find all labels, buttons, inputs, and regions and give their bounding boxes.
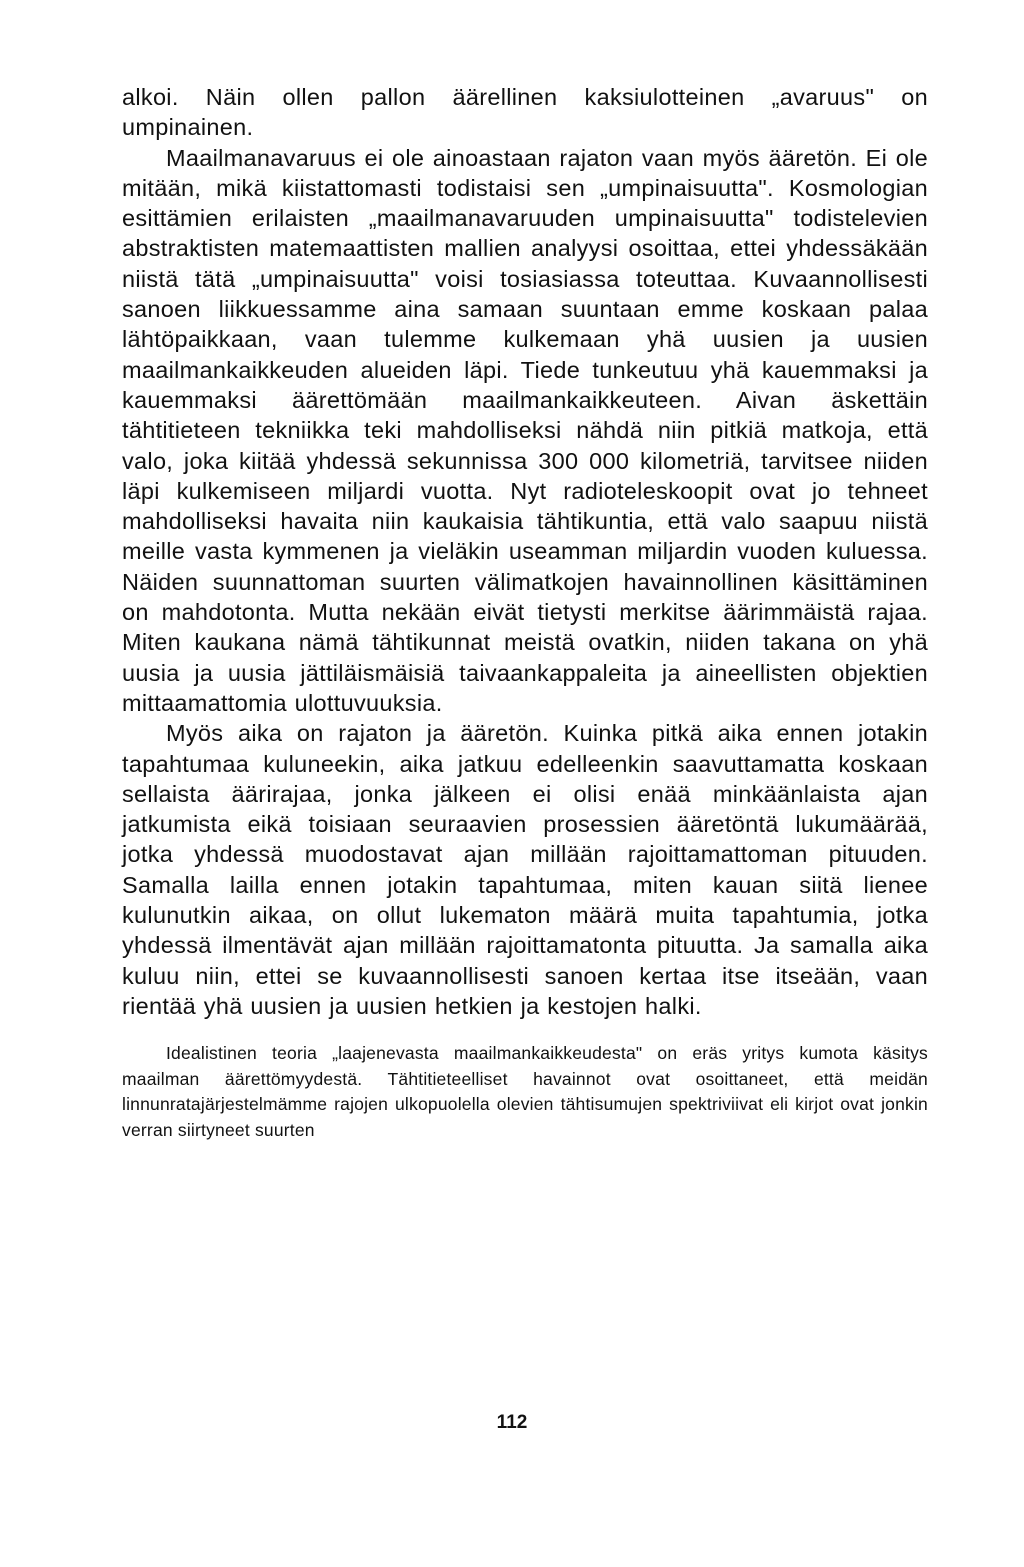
main-text [122, 82, 928, 1021]
book-page [122, 82, 928, 1143]
paragraph: alkoi. Näin ollen pallon äärellinen kaksiulotteinen „avaruus" on umpinainen. [122, 84, 928, 141]
paragraph: Maailmanavaruus ei ole ainoastaan rajaton vaan myös ääretön. Ei ole mitään, mikä kiistattomasti todistaisi sen „umpinaisuutta". Kosmologian esittämien erilaisten „maailmanavaruuden umpinaisuutta" todistelevien abstraktisten matemaattisten mallien analyysi osoittaa, ettei yhdessäkään niistä tätä „umpinaisuutta" voisi tosiasiassa toteuttaa. Kuvaannollisesti sanoen liikkuessamme aina samaan suuntaan emme koskaan palaa lähtöpaikkaan, vaan tulemme kulkemaan yhä uusien ja uusien maailmankaikkeuden alueiden läpi. Tiede tunkeutuu yhä kauemmaksi ja kauemmaksi äärettömään maailmankaikkeuteen. Aivan äskettäin tähtitieteen tekniikka teki mahdolliseksi nähdä niin pitkiä matkoja, että valo, joka kiitää yhdessä sekunnissa 300 000 kilometriä, tarvitsee niiden läpi kulkemiseen miljardi vuotta. Nyt radioteleskoopit ovat jo tehneet mahdolliseksi havaita niin kaukaisia tähtikuntia, että valo saapuu niistä meille vasta kymmenen ja vieläkin useamman miljardin vuoden kuluessa. Näiden suunnattoman suurten välimatkojen havainnollinen käsittäminen on mahdotonta. Mutta nekään eivät tietysti merkitse äärimmäistä rajaa. Miten kaukana nämä tähtikunnat meistä ovatkin, niiden takana on yhä uusia ja uusia jättiläismäisiä taivaankappaleita ja aineellisten objektien mittaamattomia ulottuvuuksia. [122, 144, 928, 716]
footnote [122, 1041, 928, 1143]
footnote-text: Idealistinen teoria „laajenevasta maailmankaikkeudesta" on eräs yritys kumota käsitys maailman äärettömyydestä. Tähtitieteelliset havainnot ovat osoittaneet, että meidän linnunratajärjestelmämme rajojen ulkopuolella olevien tähtisumujen spektriviivat eli kirjot ovat jonkin verran siirtyneet suurten [122, 1043, 928, 1140]
paragraph: Myös aika on rajaton ja ääretön. Kuinka pitkä aika ennen jotakin tapahtumaa kuluneekin, aika jatkuu edelleenkin saavuttamatta koskaan sellaista äärirajaa, jonka jälkeen ei olisi enää minkäänlaista ajan jatkumista eikä toisiaan seuraavien prosessien ääretöntä lukumäärää, jotka yhdessä muodostavat ajan millään rajoittamattoman pituuden. Samalla lailla ennen jotakin tapahtumaa, miten kauan siitä lienee kulunutkin aikaa, on ollut lukematon määrä muita tapahtumia, jotka yhdessä ilmentävät ajan millään rajoittamatonta pituutta. Ja samalla aika kuluu niin, ettei se kuvaannollisesti sanoen kertaa itse itseään, vaan rientää yhä uusien ja uusien hetkien ja kestojen halki. [122, 720, 928, 1019]
page-number: 112 [496, 1412, 528, 1433]
